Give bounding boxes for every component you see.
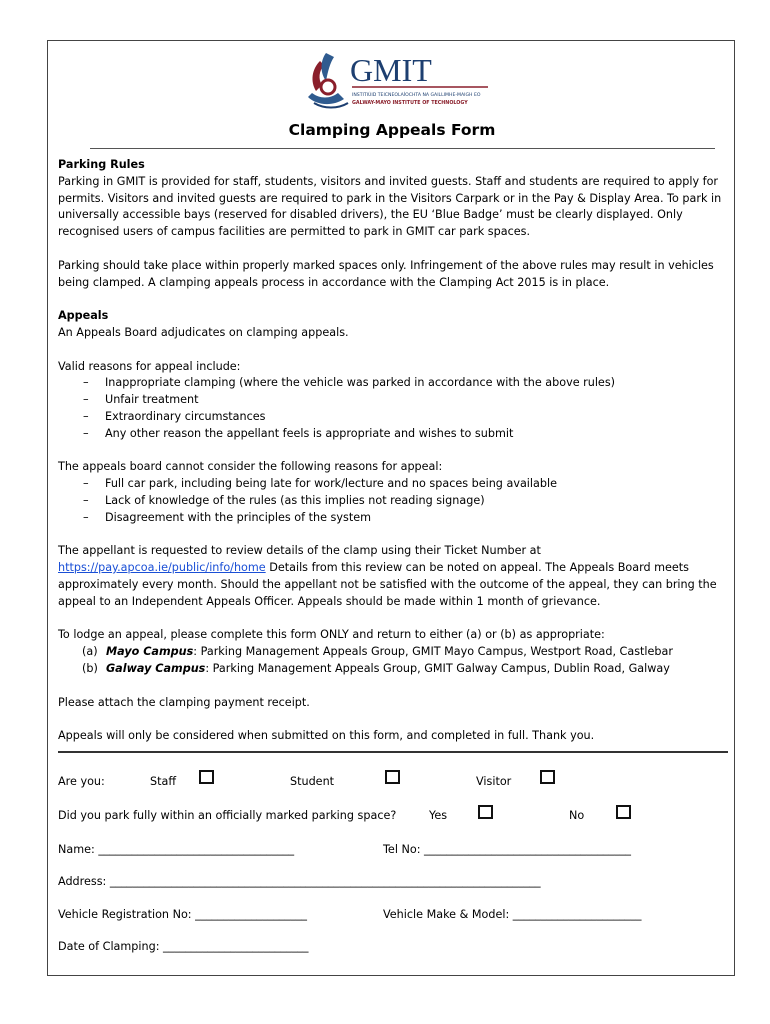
campus-marker: (b) — [82, 661, 98, 675]
staff-checkbox[interactable] — [199, 770, 214, 784]
student-label: Student — [290, 775, 335, 788]
list-item: – Full car park, including being late for work/lecture and no spaces being available — [83, 476, 726, 493]
student-checkbox[interactable] — [385, 770, 400, 784]
list-item: – Unfair treatment — [83, 392, 726, 409]
list-item: – Lack of knowledge of the rules (as this implies not reading signage) — [83, 493, 726, 510]
logo-text: GMIT — [350, 52, 432, 88]
are-you-label: Are you: — [58, 775, 105, 788]
address-label: Address: — [58, 875, 110, 888]
vehicle-make-field[interactable] — [383, 908, 641, 921]
page-title: Clamping Appeals Form — [288, 121, 496, 139]
form-page — [47, 40, 735, 976]
name-field[interactable] — [58, 843, 294, 856]
list-item: – Extraordinary circumstances — [83, 409, 726, 426]
campus-name: Mayo Campus — [106, 645, 194, 659]
tel-blank: _____________________________________ — [424, 843, 631, 856]
appeal-form-fields — [48, 41, 736, 977]
visitor-checkbox[interactable] — [540, 770, 555, 784]
name-label: Name: — [58, 843, 99, 856]
staff-label: Staff — [150, 775, 177, 788]
parking-rules-heading: Parking Rules — [58, 158, 145, 171]
appeals-heading: Appeals — [58, 309, 109, 323]
attach-note: Please attach the clamping payment receipt. — [58, 695, 310, 709]
yes-checkbox[interactable] — [478, 805, 493, 819]
campus-marker: (a) — [82, 645, 98, 659]
visitor-label: Visitor — [476, 775, 512, 788]
valid-reasons-intro: Valid reasons for appeal include: — [58, 359, 241, 373]
final-note: Appeals will only be considered when submitted on this form, and completed in full. Thank you. — [58, 729, 595, 743]
address-blank: _____________________________________________________________________________ — [109, 875, 541, 888]
campus-address: : Parking Management Appeals Group, GMIT Mayo Campus, Westport Road, Castlebar — [193, 645, 673, 659]
campus-address: : Parking Management Appeals Group, GMIT Galway Campus, Dublin Road, Galway — [205, 661, 670, 675]
vehicle-make-blank: _______________________ — [512, 908, 642, 921]
date-field[interactable] — [58, 940, 308, 953]
date-blank: __________________________ — [163, 940, 309, 953]
address-field[interactable] — [58, 875, 541, 888]
no-label: No — [569, 809, 585, 822]
parking-rules-para2: Parking should take place within properly marked spaces only. Infringement of the above rules may result in vehicles being clamped. A clamping appeals process in accordance with the Clamping Act 2015 is in place. — [58, 258, 714, 289]
appeals-intro: An Appeals Board adjudicates on clamping appeals. — [58, 325, 349, 339]
vehicle-reg-label: Vehicle Registration No: — [58, 908, 196, 921]
invalid-reasons-intro: The appeals board cannot consider the following reasons for appeal: — [58, 460, 443, 474]
name-blank: ___________________________________ — [98, 843, 295, 856]
list-item: – Any other reason the appellant feels is appropriate and wishes to submit — [83, 426, 726, 443]
vehicle-reg-field[interactable] — [58, 908, 307, 921]
review-text-pre: The appellant is requested to review details of the clamp using their Ticket Number at — [58, 544, 541, 558]
park-question: Did you park fully within an officially marked parking space? — [58, 809, 397, 822]
list-item: – Inappropriate clamping (where the vehicle was parked in accordance with the above rules) — [83, 375, 726, 392]
list-item: – Disagreement with the principles of the system — [83, 510, 726, 527]
logo-line1: INSTITIÚID TEICNEOLAÍOCHTA NA GAILLIMHE-MAIGH EO — [352, 93, 481, 98]
campus-name: Galway Campus — [106, 661, 206, 675]
vehicle-make-label: Vehicle Make & Model: — [383, 908, 513, 921]
parking-rules-para1: Parking in GMIT is provided for staff, students, visitors and invited guests. Staff and students are required to apply for permits. Visitors and invited guests are required to park in the Visitors Carpark or in the Pay & Display Area. To park in universally accessible bays (reserved for disabled drivers), the EU ‘Blue Badge’ must be clearly displayed. Only recognised users of campus facilities are permitted to park in GMIT car park spaces. — [58, 174, 722, 239]
lodge-intro: To lodge an appeal, please complete this form ONLY and return to either (a) or (b) as appropriate: — [58, 628, 605, 642]
no-checkbox[interactable] — [616, 805, 631, 819]
yes-label: Yes — [429, 809, 448, 822]
vehicle-reg-blank: ____________________ — [195, 908, 307, 921]
review-text-post: Details from this review can be noted on appeal. The Appeals Board meets approximately every month. Should the appellant not be satisfied with the outcome of the appeal, they can bring the appeal to an Independent Appeals Officer. Appeals should be made within 1 month of grievance. — [58, 561, 717, 608]
logo-line2: GALWAY-MAYO INSTITUTE OF TECHNOLOGY — [352, 101, 468, 106]
apcoa-link[interactable]: https://pay.apcoa.ie/public/info/home — [58, 561, 266, 575]
tel-label: Tel No: — [383, 843, 425, 856]
tel-field[interactable] — [383, 843, 631, 856]
date-label: Date of Clamping: — [58, 940, 164, 953]
